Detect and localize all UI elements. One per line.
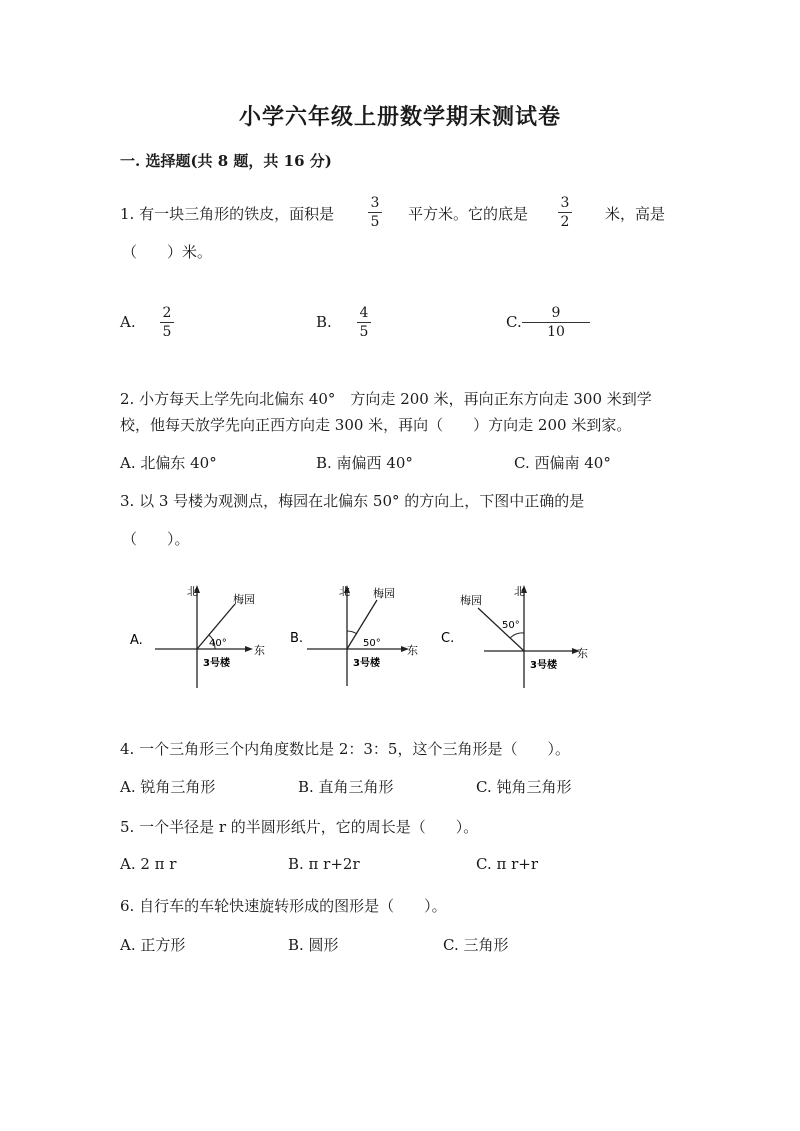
option-5a: A. 2 π r (120, 855, 177, 873)
angle-label: 50° (363, 638, 381, 649)
option-1c-label: C. (506, 313, 522, 331)
section-heading: 一. 选择题(共 8 题，共 16 分) (120, 152, 332, 170)
east-label: 东 (254, 644, 265, 657)
fraction-area (368, 196, 382, 229)
option-2a: A. 北偏东 40° (120, 454, 217, 472)
option-1a-label: A. (120, 313, 136, 331)
option-4a: A. 锐角三角形 (120, 778, 216, 796)
fraction-area-denominator: 5 (370, 214, 380, 230)
option-6b: B. 圆形 (288, 936, 339, 954)
page-title: 小学六年级上册数学期末测试卷 (238, 104, 561, 130)
fraction-denominator: 5 (359, 324, 369, 340)
option-6a: A. 正方形 (120, 936, 186, 954)
compass-diagram-b (285, 582, 435, 692)
building-label: 3号楼 (353, 658, 380, 669)
fraction-numerator: 2 (162, 305, 172, 321)
diagram-label: B. (290, 631, 304, 646)
option-6c: C. 三角形 (443, 936, 509, 954)
fraction-denominator: 5 (162, 324, 172, 340)
question-3-line-2: （ ）。 (122, 530, 190, 548)
question-5-text: 5. 一个半径是 r 的半圆形纸片，它的周长是（ ）。 (120, 818, 479, 836)
option-2b: B. 南偏西 40° (316, 454, 413, 472)
angle-label: 50° (502, 620, 520, 631)
diagram-label: A. (130, 633, 143, 648)
question-1-text-b: 平方米。它的底是 (408, 205, 529, 223)
fraction-base (558, 196, 572, 229)
option-1b-fraction (357, 306, 371, 339)
question-1-text-c: 米，高是 (605, 205, 666, 223)
question-2-line-1: 2. 小方每天上学先向北偏东 40° 方向走 200 米，再向正东方向走 300 米到学 (120, 390, 652, 408)
question-2-line-2: 校，他每天放学先向正西方向走 300 米，再向（ ）方向走 200 米到家。 (120, 416, 632, 434)
north-label: 北 (187, 585, 198, 598)
angle-label: 40° (209, 638, 227, 649)
east-label: 东 (407, 644, 418, 657)
north-label: 北 (339, 585, 350, 598)
question-3-line-1: 3. 以 3 号楼为观测点，梅园在北偏东 50° 的方向上，下图中正确的是 (120, 492, 585, 510)
fraction-numerator: 9 (551, 305, 561, 321)
option-5c: C. π r+r (476, 855, 539, 873)
option-1b-label: B. (316, 313, 332, 331)
compass-diagram-c (438, 582, 598, 692)
garden-label: 梅园 (233, 593, 255, 606)
north-label: 北 (514, 585, 525, 598)
east-label: 东 (577, 647, 588, 660)
question-1-blank: （ ）米。 (122, 243, 213, 261)
building-label: 3号楼 (203, 658, 230, 669)
garden-label: 梅园 (460, 594, 482, 607)
fraction-area-numerator: 3 (370, 195, 380, 211)
fraction-numerator: 4 (359, 305, 369, 321)
question-1-text-a: 1. 有一块三角形的铁皮，面积是 (120, 205, 335, 223)
fraction-denominator: 10 (547, 324, 565, 340)
option-4b: B. 直角三角形 (298, 778, 394, 796)
option-4c: C. 钝角三角形 (476, 778, 572, 796)
diagram-label: C. (441, 631, 455, 646)
option-5b: B. π r+2r (288, 855, 360, 873)
fraction-base-denominator: 2 (560, 214, 570, 230)
fraction-base-numerator: 3 (560, 195, 570, 211)
option-1c-fraction (522, 306, 590, 339)
angle-arc (510, 633, 524, 638)
option-2c: C. 西偏南 40° (514, 454, 611, 472)
building-label: 3号楼 (530, 660, 557, 671)
east-arrow-icon (245, 646, 253, 652)
compass-diagram-a (125, 582, 275, 692)
question-4-text: 4. 一个三角形三个内角度数比是 2：3：5，这个三角形是（ ）。 (120, 740, 570, 758)
option-1a-fraction (160, 306, 174, 339)
question-6-text: 6. 自行车的车轮快速旋转形成的图形是（ ）。 (120, 897, 447, 915)
garden-label: 梅园 (373, 587, 395, 600)
angle-arc (347, 631, 357, 634)
